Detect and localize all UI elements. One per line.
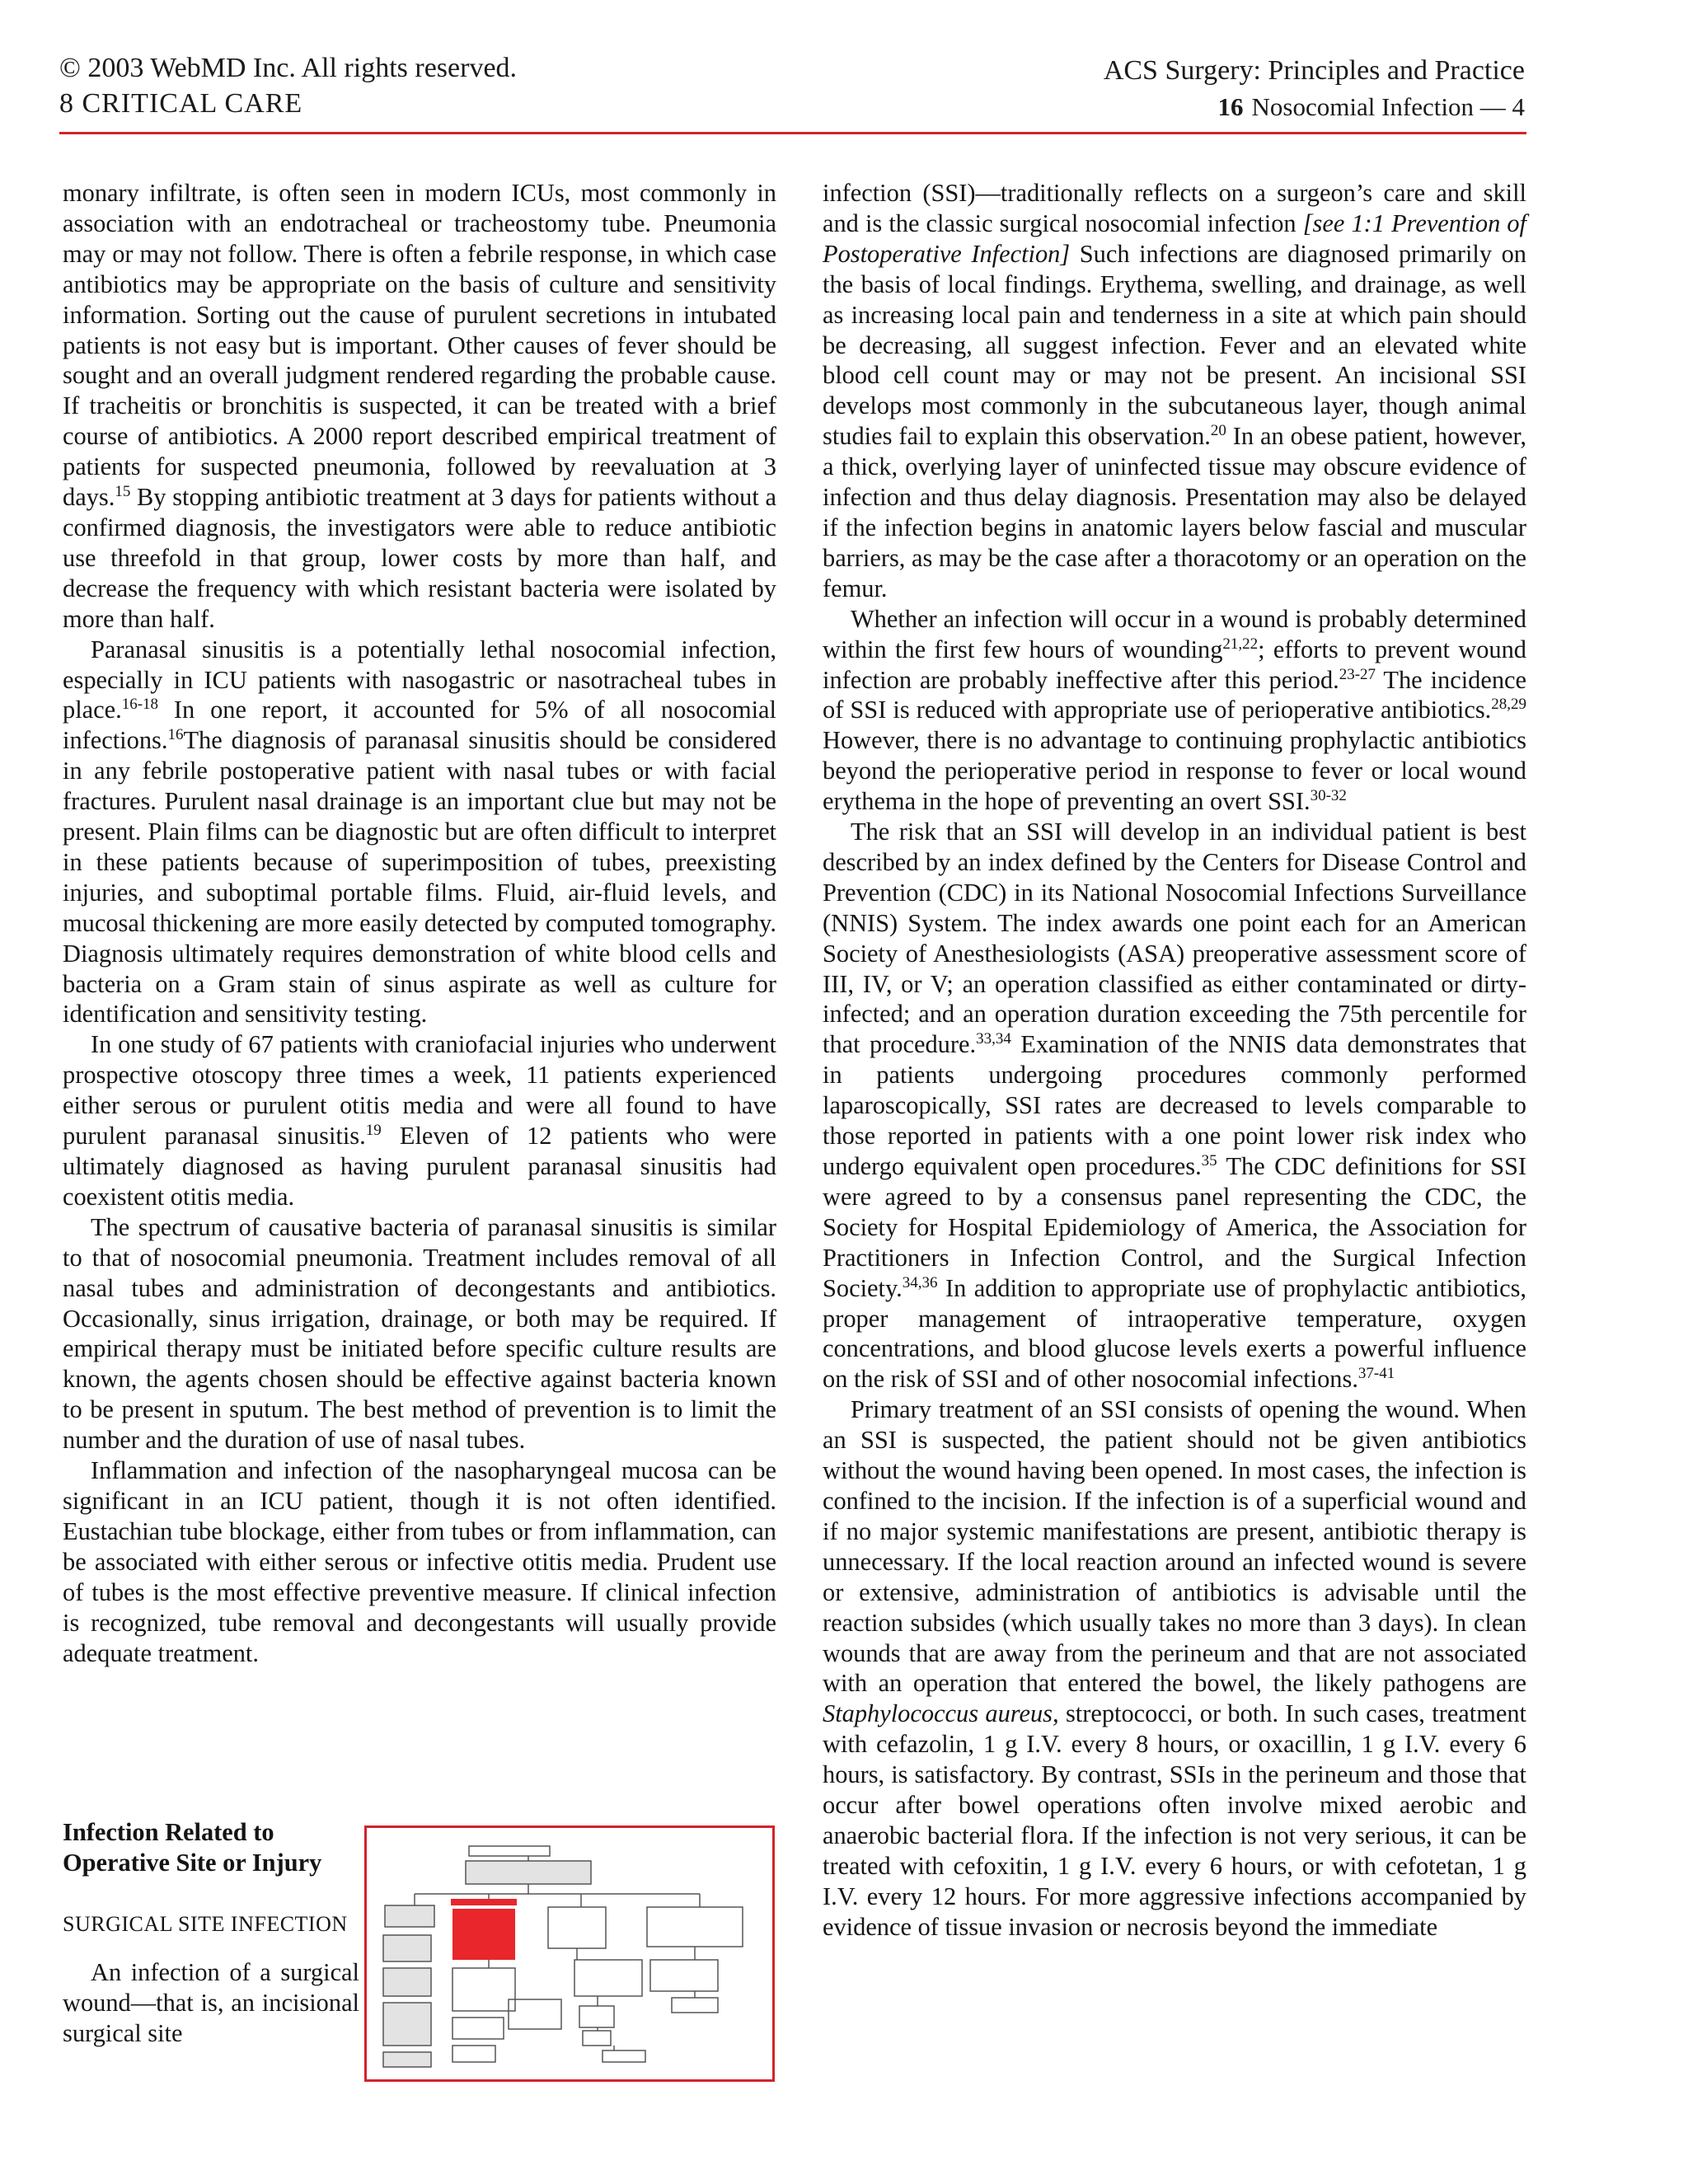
flow-box: [383, 2052, 431, 2067]
flow-box: [452, 2046, 495, 2062]
citation-ref: 20: [1210, 422, 1226, 440]
paragraph: [823, 604, 1526, 817]
text-run: monary infiltrate, is often seen in modern ICUs, most commonly in association with an endotracheal or tracheostomy tube. Pneumonia may or may not follow. There is often a febrile response, in which case antibiotics may be appropriate on the basis of culture and sensitivity information. Sorting out the cause of purulent secretions in intubated patients is not easy but is important. Other causes of fever should be sought and an overall judgment rendered regarding the probable cause. If tracheitis or bronchitis is suspected, it can be treated with a brief course of antibiotics. A 2000 report described empirical treatment of patients for suspected pneumonia, followed by reevaluation at 3 days.: [63, 179, 776, 512]
flow-box-highlight: [451, 1899, 517, 1905]
paragraph: The spectrum of causative bacteria of paranasal sinusitis is similar to that of nosocomial pneumonia. Treatment includes removal of all nasal tubes and administration of decongestants and antibiotics. Occasionally, sinus irrigation, drainage, or both may be required. If empirical therapy must be initiated before specific culture results are known, the agents chosen should be effective against bacteria known to be present in sputum. The best method of prevention is to limit the number and the duration of use of nasal tubes.: [63, 1212, 776, 1455]
text-run: infection (SSI)—traditionally reflects on a surgeon’s care and skill and is the classic surgical nosocomial infection: [823, 179, 1526, 237]
text-run: Paranasal sinusitis is a potentially lethal nosocomial infection, especially in ICU patients with nasogastric or nasotracheal tubes in place.: [63, 635, 776, 724]
flow-box: [383, 1935, 431, 1961]
flow-box: [385, 1905, 434, 1927]
paragraph: [823, 178, 1526, 604]
text-run: Eleven of 12 patients who were ultimately diagnosed as having purulent paranasal sinusitis had coexistent otitis media.: [63, 1122, 777, 1211]
citation-ref: 37-41: [1357, 1365, 1395, 1383]
text-run: The risk that an SSI will develop in an individual patient is best described by an index defined by the Centers for Disease Control and Prevention (CDC) in its National Nosocomial Infections Surveillance (NNIS) System. The index awards one point each for an American Society of Anesthesiologists (ASA) preoperative assessment score of III, IV, or V; an operation classified as either contaminated or dirty-infected; and an operation duration exceeding the 75th percentile for that procedure.: [823, 818, 1526, 1059]
citation-ref: 23-27: [1339, 665, 1376, 683]
flow-box: [650, 1960, 718, 1991]
flow-box: [383, 2003, 431, 2046]
flow-box: [383, 1968, 431, 1996]
flow-box: [647, 1907, 743, 1947]
text-run: The diagnosis of paranasal sinusitis should be considered in any febrile postoperative patient with nasal tubes or with facial fractures. Purulent nasal drainage is an important clue but may not be present. Plain films can be diagnostic but are often difficult to interpret in these patients because of superimposition of tubes, preexisting injuries, and suboptimal portable films. Fluid, air-fluid levels, and mucosal thickening are more easily detected by computed tomography. Diagnosis ultimately requires demonstration of white blood cells and bacteria on a Gram stain of sinus aspirate as well as culture for identification and sensitivity testing.: [63, 726, 776, 1029]
chapter-title: Nosocomial Infection — 4: [1251, 92, 1525, 121]
header-rule: [59, 132, 1526, 134]
algorithm-thumbnail[interactable]: [364, 1825, 775, 2082]
flow-box: [583, 2031, 611, 2046]
citation-ref: 28,29: [1491, 696, 1526, 714]
text-run: However, there is no advantage to continuing prophylactic antibiotics beyond the perioperative period in response to fever or local wound erythema in the hope of preventing an overt SSI.: [823, 726, 1526, 816]
text-run: In one report, it accounted for 5% of all nosocomial infections.: [63, 696, 776, 755]
text-run: In one study of 67 patients with craniofacial injuries who underwent prospective otoscopy three times a week, 11 patients experienced either serous or purulent otitis media and were all found to have purulent paranasal sinusitis.: [63, 1030, 776, 1151]
citation-ref: 19: [365, 1122, 382, 1140]
text-run: The CDC definitions for SSI were agreed to by a consensus panel representing the CDC, the Society for Hospital Epidemiology of America, the Association for Practitioners in Infection Control, and the Surgical Infection Society.: [823, 1152, 1526, 1302]
chapter-label: [1218, 91, 1525, 124]
copyright-notice: © 2003 WebMD Inc. All rights reserved.: [59, 53, 518, 83]
paragraph: [823, 1394, 1526, 1942]
flow-box: [548, 1907, 606, 1948]
section-label: 8 CRITICAL CARE: [59, 88, 303, 119]
flow-box: [469, 1846, 550, 1856]
section-heading: Infection Related to Operative Site or Injury: [63, 1818, 322, 1877]
text-run: ; efforts to prevent wound infection are probably ineffective after this period.: [823, 635, 1526, 694]
right-column: [823, 178, 1526, 1943]
citation-ref: 30-32: [1310, 787, 1347, 805]
paragraph: [823, 817, 1526, 1394]
paragraph: [63, 635, 776, 1030]
paragraph: Inflammation and infection of the nasopharyngeal mucosa can be significant in an ICU patient, though it is not often identified. Eustachian tube blockage, either from tubes or from inflammation, can be associated with either serous or infective otitis media. Prudent use of tubes is the most effective preventive measure. If clinical infection is recognized, tube removal and decongestants will usually provide adequate treatment.: [63, 1456, 776, 1667]
citation-ref: 15: [115, 483, 131, 501]
paragraph: [63, 1029, 776, 1212]
flow-box: [452, 2018, 504, 2039]
flow-box-highlight: [452, 1909, 515, 1960]
flow-box: [603, 2050, 645, 2062]
text-run: By stopping antibiotic treatment at 3 days for patients without a confirmed diagnosis, the investigators were able to reduce antibiotic use threefold in that group, lower costs by more than half, and decrease the frequency with which resistant bacteria were isolated by more than half.: [63, 483, 776, 633]
text-run: streptococci, or both. In such cases, treatment with cefazolin, 1 g I.V. every 8 hours, or oxacillin, 1 g I.V. every 6 hours, is satisfactory. By contrast, SSIs in the perineum and those that occur after bowel operations often involve mixed aerobic and anaerobic bacterial flora. If the infection is not very serious, it can be treated with cefoxitin, 1 g I.V. every 6 hours, or with cefotetan, 1 g I.V. every 12 hours. For more aggressive infections accompanied by evidence of tissue invasion or necrosis beyond the immediate: [823, 1699, 1526, 1941]
citation-ref: 33,34: [976, 1030, 1011, 1048]
cross-reference[interactable]: [see 1:1 Prevention of Postoperative Infection]: [823, 209, 1527, 268]
text-run: Such infections are diagnosed primarily on the basis of local findings. Erythema, swelling, and drainage, as well as increasing local pain and tenderness in a site at which pain should be decreasing, all suggest infection. Fever and an elevated white blood cell count may or may not be present. An incisional SSI develops most commonly in the subcutaneous layer, though animal studies fail to explain this observation.: [823, 239, 1526, 451]
flow-box: [574, 1960, 642, 1996]
paragraph: An infection of a surgical wound—that is, an incisional surgical site: [63, 1957, 359, 2047]
text-run: Primary treatment of an SSI consists of opening the wound. When an SSI is suspected, the patient should not be given antibiotics without the wound having been opened. In most cases, the infection is confined to the incision. If the infection is of a superficial wound and if no major systemic manifestations are present, antibiotic therapy is unnecessary. If the local reaction around an infected wound is severe or extensive, administration of antibiotics is advisable until the reaction subsides (which usually takes no more than 3 days). In clean wounds that are away from the perineum and that are not associated with an operation that entered the bowel, the likely pathogens are: [823, 1395, 1526, 1698]
chapter-number: 16: [1217, 92, 1244, 121]
text-run: The incidence of SSI is reduced with appropriate use of perioperative antibiotics.: [823, 665, 1526, 724]
flow-box: [672, 1998, 718, 2013]
citation-ref: 16-18: [121, 696, 159, 714]
book-title: ACS Surgery: Principles and Practice: [1103, 55, 1525, 86]
paragraph: [63, 178, 776, 635]
flowchart-diagram: [367, 1828, 772, 2079]
text-run: In addition to appropriate use of prophylactic antibiotics, proper management of intraoperative temperature, oxygen concentrations, and blood glucose levels exerts a powerful influence on the risk of SSI and of other nosocomial infections.: [823, 1273, 1526, 1394]
text-run: Whether an infection will occur in a wound is probably determined within the first few hours of wounding: [823, 604, 1526, 663]
flow-box: [579, 2006, 614, 2027]
section-start: [63, 1817, 359, 2049]
flow-box: [452, 1968, 515, 2011]
citation-ref: 16: [167, 726, 184, 744]
citation-ref: 34,36: [902, 1273, 938, 1291]
text-run: Examination of the NNIS data demonstrates that in patients undergoing procedures commonly performed laparoscopically, SSI rates are decreased to levels comparable to those reported in patients with a one point lower risk index who undergo equivalent open procedures.: [823, 1030, 1527, 1180]
subsection-heading: SURGICAL SITE INFECTION: [63, 1911, 348, 1936]
flow-box: [509, 1999, 561, 2029]
citation-ref: 35: [1201, 1152, 1217, 1169]
organism-name: Staphylococcus aureus,: [823, 1699, 1059, 1728]
citation-ref: 21,22: [1222, 635, 1259, 653]
left-column: [63, 178, 776, 1668]
flow-box: [466, 1861, 591, 1884]
text-run: In an obese patient, however, a thick, overlying layer of uninfected tissue may obscure evidence of infection and thus delay diagnosis. Presentation may also be delayed if the infection begins in anatomic layers below fascial and muscular barriers, as may be the case after a thoracotomy or an operation on the femur.: [823, 422, 1526, 602]
